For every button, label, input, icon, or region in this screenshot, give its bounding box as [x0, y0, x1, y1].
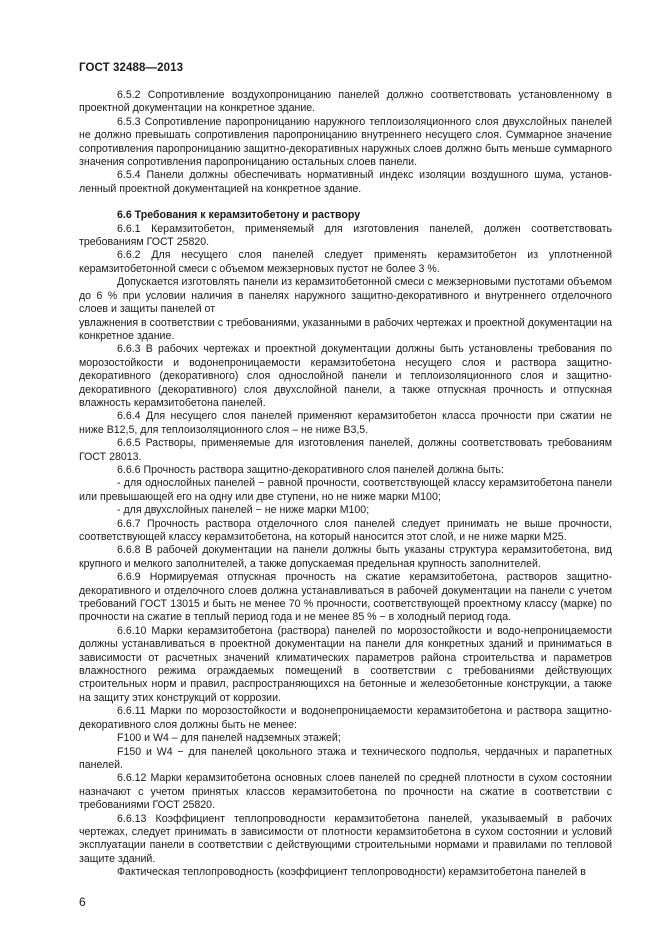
- list-item-single-layer: - для однослойных панелей − равной прочности, соответствующей классу керамзитобетона панели или превышающей его на одну или две ступени, но не ниже марки М100;: [79, 477, 612, 503]
- section-heading-6-6: 6.6 Требования к керамзитобетону и раствору: [117, 209, 361, 222]
- paragraph-6-6-10: 6.6.10 Марки керамзитобетона (раствора) панелей по морозостойкости и водо-непроницаемости должны устанавливаться в проектной документации на панели для конкретных зданий и приниматься в зависимости от расчетных значений климатических параметров района строительства и параметров влажностного режима ограждаемых помещений в соответствии с требованиями действующих строительных норм и правил, распространяющихся на бетонные и железобетонные конструкции, а также на защиту этих конструкций от коррозии.: [79, 624, 612, 704]
- paragraph-6-6-3: 6.6.3 В рабочих чертежах и проектной документации должны быть установлены требования по морозостойкости и водонепроницаемости керамзитобетона несущего слоя и раствора защитно-декоративного (декоративного) слоя однослойной панели и теплоизоляционного слоя и защитно-декоративного (декоративного) слоя двухслойной панели, а также отпускная прочность и отпускная влажность керамзитобетона панелей.: [79, 343, 612, 409]
- paragraph-6-6-2: 6.6.2 Для несущего слоя панелей следует применять керамзитобетон из уплотненной керамзитобетонной смеси с объемом межзерновых пустот не более 3 %.: [79, 249, 612, 275]
- paragraph-6-6-8: 6.6.8 В рабочей документации на панели должны быть указаны структура керамзитобетона, вид крупного и мелкого заполнителей, а также допускаемая предельная крупность заполнителей.: [79, 544, 612, 570]
- document-header: ГОСТ 32488—2013: [79, 62, 184, 74]
- paragraph-6-6-13: 6.6.13 Коэффициент теплопроводности керамзитобетона панелей, указываемый в рабочих чертежах, следует принимать в зависимости от плотности керамзитобетона в сухом состоянии и условий эксплуатации панели в соответствии с действующими строительными нормами и правилами по тепловой защите зданий.: [79, 812, 612, 865]
- list-item-f100: F100 и W4 – для панелей надземных этажей;: [117, 732, 341, 745]
- document-body: [79, 89, 612, 880]
- paragraph-6-5-4: 6.5.4 Панели должны обеспечивать нормативный индекс изоляции воздушного шума, установ-ленный проектной документацией на конкретное здание.: [79, 169, 612, 195]
- paragraph-6-6-2-allowance: Допускается изготовлять панели из керамзитобетонной смеси с межзерновыми пустотами объемом до 6 % при условии наличия в панелях наружного защитно-декоративного и внутреннего отделочного слоев и защиты панелей от: [79, 276, 612, 316]
- paragraph-6-6-11: 6.6.11 Марки по морозостойкости и водонепроницаемости керамзитобетона и раствора защитно-декоративного слоя должны быть не менее:: [79, 705, 612, 731]
- paragraph-6-6-5: 6.6.5 Растворы, применяемые для изготовления панелей, должны соответствовать требованиям ГОСТ 28013.: [79, 437, 612, 463]
- paragraph-6-6-9: 6.6.9 Нормируемая отпускная прочность на сжатие керамзитобетона, растворов защитно-декоративного и отделочного слоев должна устанавливаться в рабочей документации на панели с учетом требований ГОСТ 13015 и быть не менее 70 % прочности, соответствующей проектному классу (марке) по прочности на сжатие в теплый период года и не менее 85 % − в холодный период года.: [79, 571, 612, 624]
- paragraph-6-6-2-continuation: увлажнения в соответствии с требованиями, указанными в рабочих чертежах и проектной документации на конкретное здание.: [79, 316, 612, 342]
- paragraph-6-6-6: 6.6.6 Прочность раствора защитно-декоративного слоя панелей должна быть:: [117, 463, 504, 476]
- paragraph-6-6-12: 6.6.12 Марки керамзитобетона основных слоев панелей по средней плотности в сухом состоянии назначают с учетом принятых классов керамзитобетона по прочности на сжатие в соответствии с требованиями ГОСТ 25820.: [79, 772, 612, 812]
- paragraph-6-6-7: 6.6.7 Прочность раствора отделочного слоя панелей следует принимать не выше прочности, соответствующей классу керамзитобетона, на который наносится этот слой, и не ниже марки М25.: [79, 517, 612, 543]
- page-number: 6: [79, 895, 86, 909]
- list-item-f150: F150 и W4 − для панелей цокольного этажа и технического подполья, чердачных и парапетных панелей.: [79, 745, 612, 771]
- paragraph-6-6-1: 6.6.1 Керамзитобетон, применяемый для изготовления панелей, должен соответствовать требованиям ГОСТ 25820.: [79, 222, 612, 249]
- paragraph-actual-conductivity: Фактическая теплопроводность (коэффициент теплопроводности) керамзитобетона панелей в: [117, 866, 586, 879]
- list-item-double-layer: - для двухслойных панелей − не ниже марки М100;: [117, 504, 370, 517]
- paragraph-6-5-2: 6.5.2 Сопротивление воздухопроницанию панелей должно соответствовать установленному в проектной документации на конкретное здание.: [79, 89, 612, 115]
- paragraph-6-5-3: 6.5.3 Сопротивление паропроницанию наружного теплоизоляционного слоя двухслойных панелей не должно превышать сопротивления паропроницанию внутреннего несущего слоя. Суммарное значение сопротивления паропроницанию защитно-декоративных наружных слоев должно быть меньше суммарного значения сопротивления паропроницанию остальных слоев панели.: [79, 115, 612, 169]
- paragraph-6-6-4: 6.6.4 Для несущего слоя панелей применяют керамзитобетон класса прочности при сжатии не ниже В12,5, для теплоизоляционного слоя – не ниже В3,5.: [79, 410, 612, 436]
